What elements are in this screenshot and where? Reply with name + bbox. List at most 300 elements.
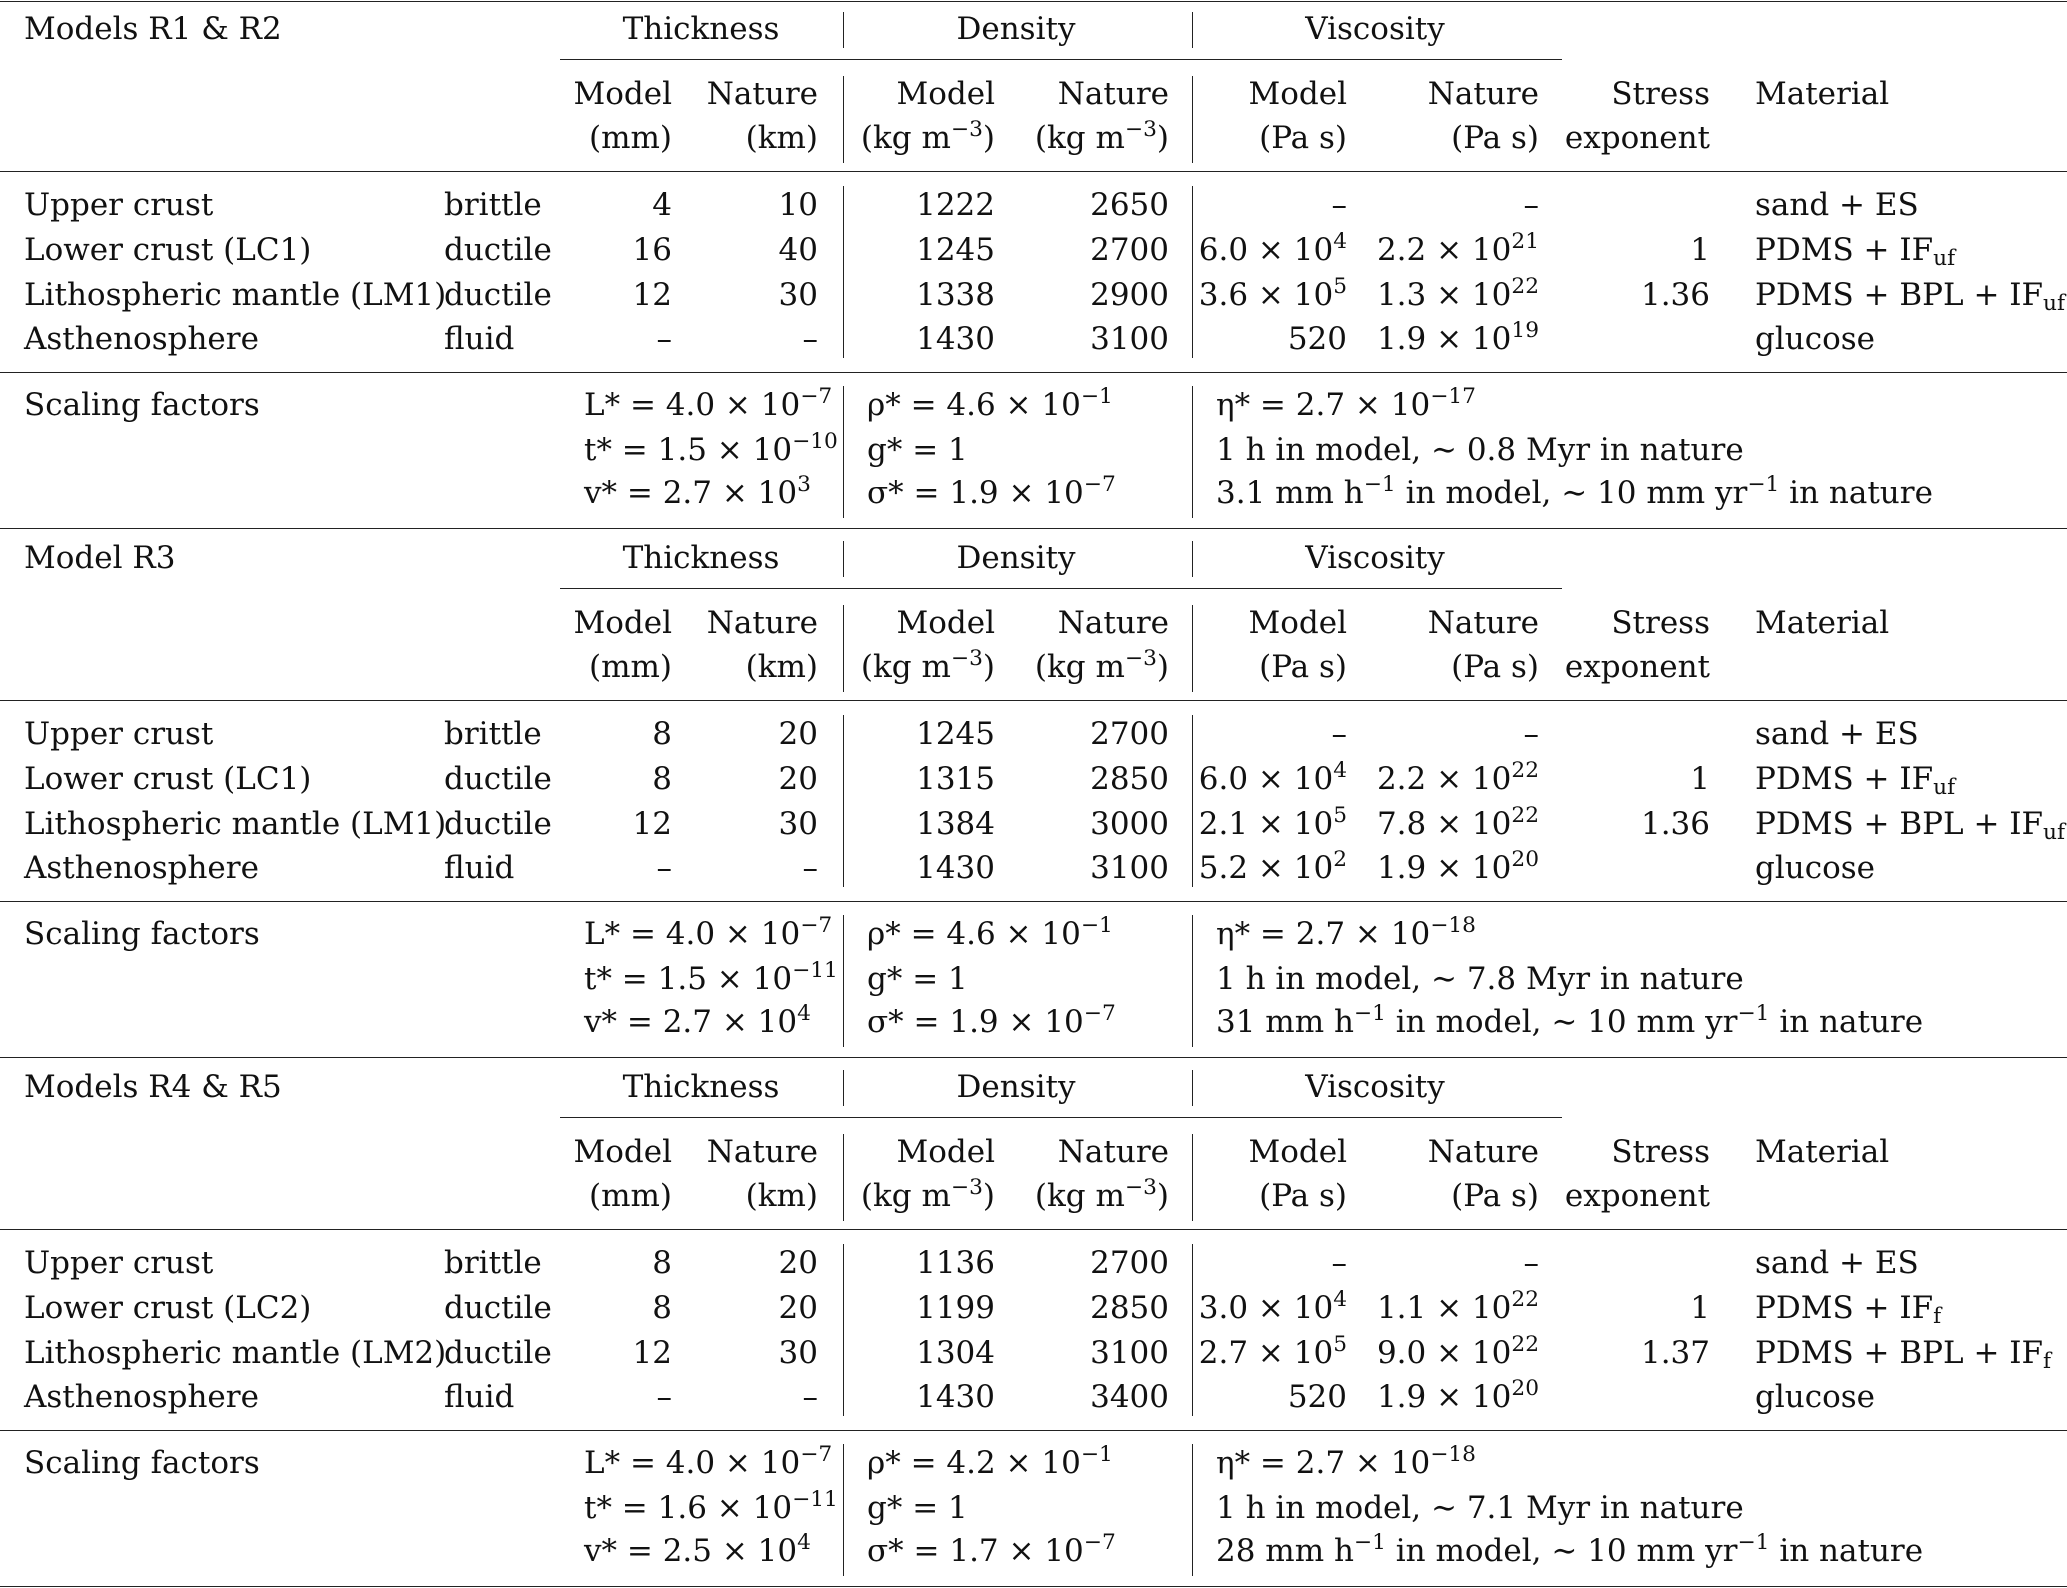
density-nature-text: 2850 [1090, 1290, 1169, 1326]
layer-name [24, 850, 259, 886]
stress-exponent-text: 1 [1690, 1290, 1710, 1326]
scaling-stress-sup: −7 [1083, 1001, 1116, 1027]
header-viscosity-text: Viscosity [1305, 540, 1445, 576]
header-rule [0, 700, 2067, 701]
scaling-time-sup: −10 [792, 429, 838, 455]
viscosity-model-text: 520 [1287, 321, 1347, 357]
material-text: PDMS + BPL + IF [1755, 277, 2044, 313]
rheology-text: brittle [444, 1245, 542, 1281]
header-separator [843, 1070, 844, 1106]
header-model-text: Model [896, 76, 995, 112]
header-unit-density [969, 117, 1169, 156]
header-model-text: Model [573, 605, 672, 641]
header-nature [969, 1134, 1169, 1170]
viscosity-model-sup: 4 [1333, 1287, 1347, 1313]
scaling-label [24, 1445, 260, 1481]
scaling-time [584, 958, 838, 997]
thickness-nature [618, 1290, 818, 1326]
header-stress [1510, 605, 1710, 641]
scaling-length-sup: −7 [800, 384, 833, 410]
viscosity-nature [1279, 1332, 1539, 1371]
viscosity-nature-sup: 22 [1511, 758, 1539, 784]
scaling-stress-text: σ* = 1.9 × 10 [867, 1004, 1084, 1040]
rheology-text: fluid [444, 850, 515, 886]
header-density [886, 540, 1146, 576]
thickness-nature-text: – [802, 321, 818, 357]
header-exponent-text: exponent [1564, 1178, 1710, 1214]
header-unit-pas-text: (Pa s) [1451, 1178, 1539, 1214]
thickness-nature [618, 187, 818, 223]
scaling-gravity [867, 1490, 968, 1526]
scaling-length-sup: −7 [800, 1442, 833, 1468]
scaling-viscosity [1216, 384, 1476, 423]
thickness-nature-text: 40 [778, 232, 818, 268]
header-stress-text: Stress [1611, 605, 1710, 641]
layer-name-text: Upper crust [24, 716, 214, 752]
viscosity-nature [1279, 716, 1539, 752]
scaling-length [584, 913, 833, 952]
scaling-density-sup: −1 [1080, 1442, 1113, 1468]
rheology-text: brittle [444, 187, 542, 223]
header-nature [1339, 605, 1539, 641]
viscosity-nature [1279, 274, 1539, 313]
scaling-density-text: ρ* = 4.6 × 10 [867, 916, 1081, 952]
material [1755, 1335, 2052, 1375]
thickness-nature [618, 232, 818, 268]
viscosity-model-sup: 5 [1333, 1332, 1347, 1358]
section-title-text: Model R3 [24, 540, 176, 576]
scaling-gravity-text: g* = 1 [867, 1490, 968, 1526]
thickness-nature [618, 277, 818, 313]
header-nature-text: Nature [706, 76, 818, 112]
body-separator [1192, 1244, 1193, 1416]
header-unit-mm-text: (mm) [589, 649, 672, 685]
header-unit-pas-text: (Pa s) [1259, 120, 1347, 156]
scaling-viscosity [1216, 1442, 1476, 1481]
header-separator [843, 541, 844, 577]
thickness-nature [618, 1379, 818, 1415]
material-sub: f [2043, 1349, 2052, 1375]
top-rule [0, 1, 2067, 2]
header-rule [0, 171, 2067, 172]
scaling-separator [1192, 915, 1193, 1047]
viscosity-model-text: – [1331, 716, 1347, 752]
stress-exponent [1510, 806, 1710, 842]
scaling-velocity-equivalence-sup: −1 [1737, 1001, 1770, 1027]
section-mid-rule [0, 901, 2067, 902]
section-title [24, 540, 176, 576]
density-model-text: 1199 [916, 1290, 995, 1326]
material-text: PDMS + IF [1755, 1290, 1934, 1326]
section-title-text: Models R1 & R2 [24, 11, 282, 47]
viscosity-model-sup: 5 [1333, 274, 1347, 300]
viscosity-model-text: 2.7 × 10 [1198, 1335, 1334, 1371]
material [1755, 716, 1919, 752]
viscosity-nature-text: 1.3 × 10 [1376, 277, 1512, 313]
header-model [1147, 1134, 1347, 1170]
viscosity-nature-sup: 22 [1511, 1332, 1539, 1358]
header-unit-mm-text: (mm) [589, 120, 672, 156]
section-mid-rule [0, 1430, 2067, 1431]
header-viscosity [1245, 1069, 1505, 1105]
header-unit-density [969, 646, 1169, 685]
material [1755, 761, 1956, 801]
header-unit-pas [1147, 1178, 1347, 1214]
thickness-nature [618, 321, 818, 357]
scaling-viscosity-text: η* = 2.7 × 10 [1216, 916, 1431, 952]
viscosity-nature [1279, 847, 1539, 886]
scaling-velocity-text: v* = 2.7 × 10 [584, 475, 798, 511]
viscosity-nature-sup: 19 [1511, 318, 1539, 344]
scaling-velocity-equivalence-text: 31 mm h [1216, 1004, 1354, 1040]
density-nature-text: 2900 [1090, 277, 1169, 313]
layer-name [24, 321, 259, 357]
material-text: glucose [1755, 321, 1876, 357]
scaling-viscosity-sup: −18 [1430, 913, 1476, 939]
header-unit-pas [1339, 649, 1539, 685]
section-title [24, 1069, 282, 1105]
scaling-gravity-text: g* = 1 [867, 432, 968, 468]
header-unit-pas-text: (Pa s) [1451, 649, 1539, 685]
scaling-stress-sup: −7 [1083, 1530, 1116, 1556]
density-model [795, 850, 995, 886]
header-unit-pas [1339, 1178, 1539, 1214]
scaling-velocity-equivalence [1216, 1530, 1924, 1569]
section-bottom-rule [0, 1586, 2067, 1587]
scaling-velocity-sup: 4 [797, 1530, 811, 1556]
thickness-nature-text: 20 [778, 716, 818, 752]
scaling-velocity-text: v* = 2.5 × 10 [584, 1533, 798, 1569]
viscosity-model-text: 5.2 × 10 [1198, 850, 1334, 886]
thickness-nature [618, 716, 818, 752]
scaling-gravity-text: g* = 1 [867, 961, 968, 997]
viscosity-model-text: 6.0 × 10 [1198, 232, 1334, 268]
viscosity-nature-text: 9.0 × 10 [1376, 1335, 1512, 1371]
thickness-nature-text: 10 [778, 187, 818, 223]
density-model-text: 1222 [916, 187, 995, 223]
viscosity-model-text: 3.6 × 10 [1198, 277, 1334, 313]
scaling-length-sup: −7 [800, 913, 833, 939]
body-separator [843, 1244, 844, 1416]
material-sub: uf [2043, 820, 2066, 846]
header-separator [1192, 541, 1193, 577]
header-material [1755, 1134, 1890, 1170]
header-separator [1192, 1134, 1193, 1221]
header-unit-density-sup: −3 [1124, 117, 1157, 143]
body-separator [843, 715, 844, 887]
layer-name-text: Lower crust (LC1) [24, 232, 312, 268]
header-density [886, 1069, 1146, 1105]
material-text: glucose [1755, 1379, 1876, 1415]
header-separator [843, 12, 844, 48]
density-model-text: 1430 [916, 1379, 995, 1415]
material [1755, 187, 1919, 223]
density-model-text: 1430 [916, 321, 995, 357]
viscosity-nature-sup: 20 [1511, 1376, 1539, 1402]
header-model-text: Model [1248, 76, 1347, 112]
header-unit-density-sup: −3 [1124, 1175, 1157, 1201]
viscosity-nature-sup: 22 [1511, 803, 1539, 829]
header-stress [1510, 76, 1710, 112]
layer-name-text: Lithospheric mantle (LM1) [24, 277, 447, 313]
header-unit-pas-text: (Pa s) [1259, 649, 1347, 685]
layer-name [24, 1245, 214, 1281]
header-separator [1192, 76, 1193, 163]
scaling-velocity-equivalence-text: 28 mm h [1216, 1533, 1354, 1569]
rheology-text: ductile [444, 232, 552, 268]
thickness-model-text: 16 [632, 232, 672, 268]
material-text: PDMS + BPL + IF [1755, 806, 2044, 842]
material-text: PDMS + BPL + IF [1755, 1335, 2044, 1371]
viscosity-nature [1279, 187, 1539, 223]
header-stress-text: Stress [1611, 76, 1710, 112]
layer-name-text: Upper crust [24, 187, 214, 223]
header-stress-text: Stress [1611, 1134, 1710, 1170]
scaling-stress-text: σ* = 1.9 × 10 [867, 475, 1084, 511]
group-header-rule [560, 1117, 1562, 1118]
section-bottom-rule [0, 1057, 2067, 1058]
viscosity-nature-text: 1.9 × 10 [1376, 321, 1512, 357]
density-model-text: 1136 [916, 1245, 995, 1281]
scaling-time [584, 429, 838, 468]
header-unit-pas-text: (Pa s) [1451, 120, 1539, 156]
header-separator [1192, 12, 1193, 48]
scaling-time-sup: −11 [792, 1487, 838, 1513]
header-nature-text: Nature [706, 605, 818, 641]
viscosity-model-sup: 4 [1333, 229, 1347, 255]
scaling-label-text: Scaling factors [24, 916, 260, 952]
header-unit-km [618, 120, 818, 156]
scaling-velocity-equivalence-sup: −1 [1353, 1530, 1386, 1556]
thickness-nature [618, 1335, 818, 1371]
viscosity-model-text: 3.0 × 10 [1198, 1290, 1334, 1326]
scaling-label [24, 387, 260, 423]
layer-name [24, 761, 312, 797]
header-unit-density [795, 646, 995, 685]
scaling-time-equivalence [1216, 961, 1744, 997]
header-nature-text: Nature [1057, 605, 1169, 641]
scaling-time-equivalence-text: 1 h in model, ∼ 0.8 Myr in nature [1216, 432, 1744, 468]
header-separator [1192, 1070, 1193, 1106]
density-model [795, 1335, 995, 1371]
thickness-nature [618, 806, 818, 842]
thickness-model-text: 12 [632, 806, 672, 842]
viscosity-nature [1279, 318, 1539, 357]
layer-name-text: Lithospheric mantle (LM1) [24, 806, 447, 842]
thickness-model-text: 8 [652, 1245, 672, 1281]
header-unit-pas [1147, 120, 1347, 156]
header-unit-density [969, 1175, 1169, 1214]
header-nature [1339, 1134, 1539, 1170]
header-unit-density-text: (kg m [1034, 1178, 1125, 1214]
header-density-text: Density [956, 540, 1076, 576]
thickness-nature [618, 1245, 818, 1281]
scaling-density-text: ρ* = 4.2 × 10 [867, 1445, 1081, 1481]
scaling-viscosity-sup: −18 [1430, 1442, 1476, 1468]
scaling-time-sup: −11 [792, 958, 838, 984]
scaling-separator [1192, 386, 1193, 518]
header-unit-pas [1147, 649, 1347, 685]
thickness-nature-text: – [802, 850, 818, 886]
thickness-nature [618, 850, 818, 886]
scaling-velocity-equivalence-sup: −1 [1353, 1001, 1386, 1027]
header-material [1755, 605, 1890, 641]
scaling-separator [1192, 1444, 1193, 1576]
viscosity-nature [1279, 1287, 1539, 1326]
rheology-text: ductile [444, 761, 552, 797]
scaling-velocity-equivalence-text: in model, ∼ 10 mm yr [1385, 1533, 1738, 1569]
thickness-nature-text: 30 [778, 1335, 818, 1371]
scaling-velocity-text: v* = 2.7 × 10 [584, 1004, 798, 1040]
header-density-text: Density [956, 11, 1076, 47]
thickness-model-text: – [656, 321, 672, 357]
layer-name [24, 277, 447, 313]
material-text: sand + ES [1755, 187, 1919, 223]
header-unit-density-text: ) [1156, 1178, 1169, 1214]
density-nature-text: 3400 [1090, 1379, 1169, 1415]
scaling-stress [867, 1530, 1116, 1569]
scaling-viscosity-text: η* = 2.7 × 10 [1216, 387, 1431, 423]
layer-name-text: Asthenosphere [24, 321, 259, 357]
material [1755, 277, 2066, 317]
material-text: sand + ES [1755, 1245, 1919, 1281]
scaling-velocity-equivalence [1216, 472, 1933, 511]
scaling-length [584, 1442, 833, 1481]
material-text: PDMS + IF [1755, 232, 1934, 268]
header-unit-density-text: (kg m [860, 120, 951, 156]
header-nature-text: Nature [1427, 605, 1539, 641]
viscosity-nature-text: 7.8 × 10 [1376, 806, 1512, 842]
header-thickness-text: Thickness [622, 540, 780, 576]
scaling-length-text: L* = 4.0 × 10 [584, 387, 801, 423]
density-model-text: 1338 [916, 277, 995, 313]
header-unit-density-text: ) [982, 1178, 995, 1214]
scaling-velocity [584, 472, 811, 511]
body-separator [1192, 186, 1193, 358]
header-model-text: Model [896, 605, 995, 641]
density-nature-text: 2700 [1090, 1245, 1169, 1281]
layer-name-text: Asthenosphere [24, 1379, 259, 1415]
layer-name-text: Lithospheric mantle (LM2) [24, 1335, 447, 1371]
header-unit-density-text: (kg m [1034, 120, 1125, 156]
density-model [795, 321, 995, 357]
scaling-density-sup: −1 [1080, 913, 1113, 939]
section-title-text: Models R4 & R5 [24, 1069, 282, 1105]
density-nature-text: 2700 [1090, 232, 1169, 268]
scaling-velocity-equivalence-text: in nature [1769, 1004, 1924, 1040]
scaling-time-text: t* = 1.5 × 10 [584, 961, 793, 997]
viscosity-nature-text: – [1523, 1245, 1539, 1281]
viscosity-model-text: – [1331, 1245, 1347, 1281]
viscosity-nature-text: 2.2 × 10 [1376, 232, 1512, 268]
layer-name [24, 806, 447, 842]
scaling-stress-text: σ* = 1.7 × 10 [867, 1533, 1084, 1569]
scaling-length-text: L* = 4.0 × 10 [584, 1445, 801, 1481]
scaling-velocity-equivalence-text: 3.1 mm h [1216, 475, 1364, 511]
material [1755, 232, 1956, 272]
group-header-rule [560, 59, 1562, 60]
scaling-time-text: t* = 1.6 × 10 [584, 1490, 793, 1526]
header-model-text: Model [1248, 605, 1347, 641]
viscosity-model-text: 6.0 × 10 [1198, 761, 1334, 797]
header-model [795, 76, 995, 112]
header-model [795, 1134, 995, 1170]
thickness-nature-text: 20 [778, 761, 818, 797]
density-model-text: 1245 [916, 232, 995, 268]
header-material [1755, 76, 1890, 112]
header-unit-km-text: (km) [745, 1178, 818, 1214]
layer-name-text: Asthenosphere [24, 850, 259, 886]
thickness-nature [618, 761, 818, 797]
header-unit-pas [1339, 120, 1539, 156]
thickness-nature-text: – [802, 1379, 818, 1415]
scaling-velocity-equivalence-sup: −1 [1747, 472, 1780, 498]
thickness-model-text: 8 [652, 1290, 672, 1326]
material-sub: f [1933, 1304, 1942, 1330]
header-model-text: Model [896, 1134, 995, 1170]
scaling-velocity-equivalence-text: in model, ∼ 10 mm yr [1395, 475, 1748, 511]
material-sub: uf [1933, 246, 1956, 272]
header-viscosity [1245, 11, 1505, 47]
material [1755, 850, 1876, 886]
viscosity-nature [1279, 229, 1539, 268]
header-exponent [1510, 1178, 1710, 1214]
scaling-velocity [584, 1530, 811, 1569]
density-nature-text: 3100 [1090, 1335, 1169, 1371]
header-thickness [571, 1069, 831, 1105]
density-nature-text: 2850 [1090, 761, 1169, 797]
header-nature [1339, 76, 1539, 112]
layer-name-text: Lower crust (LC2) [24, 1290, 312, 1326]
header-unit-density-sup: −3 [1124, 646, 1157, 672]
density-model-text: 1315 [916, 761, 995, 797]
group-header-rule [560, 588, 1562, 589]
rheology-text: brittle [444, 716, 542, 752]
stress-exponent-text: 1.37 [1640, 1335, 1710, 1371]
header-model-text: Model [573, 1134, 672, 1170]
material [1755, 321, 1876, 357]
thickness-nature-text: 20 [778, 1290, 818, 1326]
material-text: sand + ES [1755, 716, 1919, 752]
header-nature-text: Nature [1427, 76, 1539, 112]
viscosity-nature-text: 1.9 × 10 [1376, 850, 1512, 886]
scaling-gravity [867, 432, 968, 468]
layer-name [24, 1379, 259, 1415]
scaling-density-sup: −1 [1080, 384, 1113, 410]
header-separator [843, 605, 844, 692]
header-density-text: Density [956, 1069, 1076, 1105]
header-material-text: Material [1755, 76, 1890, 112]
header-thickness [571, 540, 831, 576]
material [1755, 806, 2066, 846]
viscosity-nature [1279, 1245, 1539, 1281]
scaling-velocity-sup: 3 [797, 472, 811, 498]
header-viscosity-text: Viscosity [1305, 11, 1445, 47]
header-unit-density-sup: −3 [950, 1175, 983, 1201]
material [1755, 1245, 1919, 1281]
viscosity-nature [1279, 1376, 1539, 1415]
header-unit-density-sup: −3 [950, 646, 983, 672]
viscosity-model-sup: 2 [1333, 847, 1347, 873]
scaling-velocity-equivalence-sup: −1 [1737, 1530, 1770, 1556]
header-exponent [1510, 649, 1710, 685]
viscosity-nature-sup: 21 [1511, 229, 1539, 255]
thickness-model-text: 12 [632, 277, 672, 313]
header-unit-mm-text: (mm) [589, 1178, 672, 1214]
section-title [24, 11, 282, 47]
header-unit-density-text: ) [1156, 120, 1169, 156]
scaling-stress-sup: −7 [1083, 472, 1116, 498]
